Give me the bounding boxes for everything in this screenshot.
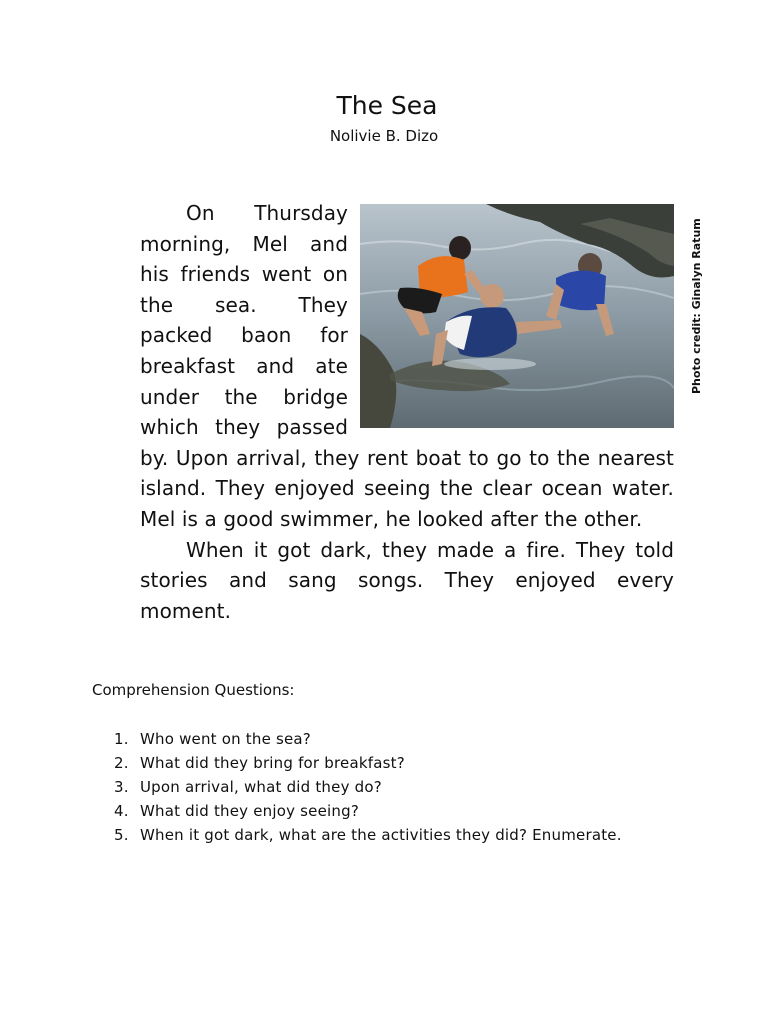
author-line	[0, 126, 768, 146]
author-name: Nolivie B. Dizo	[329, 127, 439, 145]
question-number: 4.	[114, 802, 129, 820]
title-text: The Sea	[336, 91, 438, 120]
story-body	[140, 198, 674, 626]
story-paragraph-1: On Thursday morning, Mel and his friends went on the sea. They packed baon for breakfast and ate under the bridge which they passed by. Upon arrival, they rent boat to go to the nearest island. They enjoyed seeing the clear ocean water. Mel is a good swimmer, he looked after the other.	[140, 201, 674, 531]
story-paragraph-2: When it got dark, they made a fire. They told stories and sang songs. They enjoyed every moment.	[140, 537, 674, 623]
question-text: What did they bring for breakfast?	[140, 754, 405, 772]
list-item	[114, 823, 622, 847]
question-text: What did they enjoy seeing?	[140, 802, 359, 820]
question-text: Upon arrival, what did they do?	[140, 778, 382, 796]
list-item	[114, 775, 622, 799]
question-number: 2.	[114, 754, 129, 772]
page-title	[0, 90, 768, 122]
sea-photo	[360, 204, 674, 428]
questions-heading: Comprehension Questions:	[92, 681, 295, 699]
question-number: 3.	[114, 778, 129, 796]
list-item	[114, 799, 622, 823]
question-text: When it got dark, what are the activities they did? Enumerate.	[140, 826, 622, 844]
question-number: 5.	[114, 826, 129, 844]
list-item	[114, 751, 622, 775]
photo-credit: Photo credit: Ginalyn Ratum	[690, 218, 703, 394]
question-text: Who went on the sea?	[140, 730, 311, 748]
list-item	[114, 727, 622, 751]
questions-list	[114, 727, 622, 847]
question-number: 1.	[114, 730, 129, 748]
